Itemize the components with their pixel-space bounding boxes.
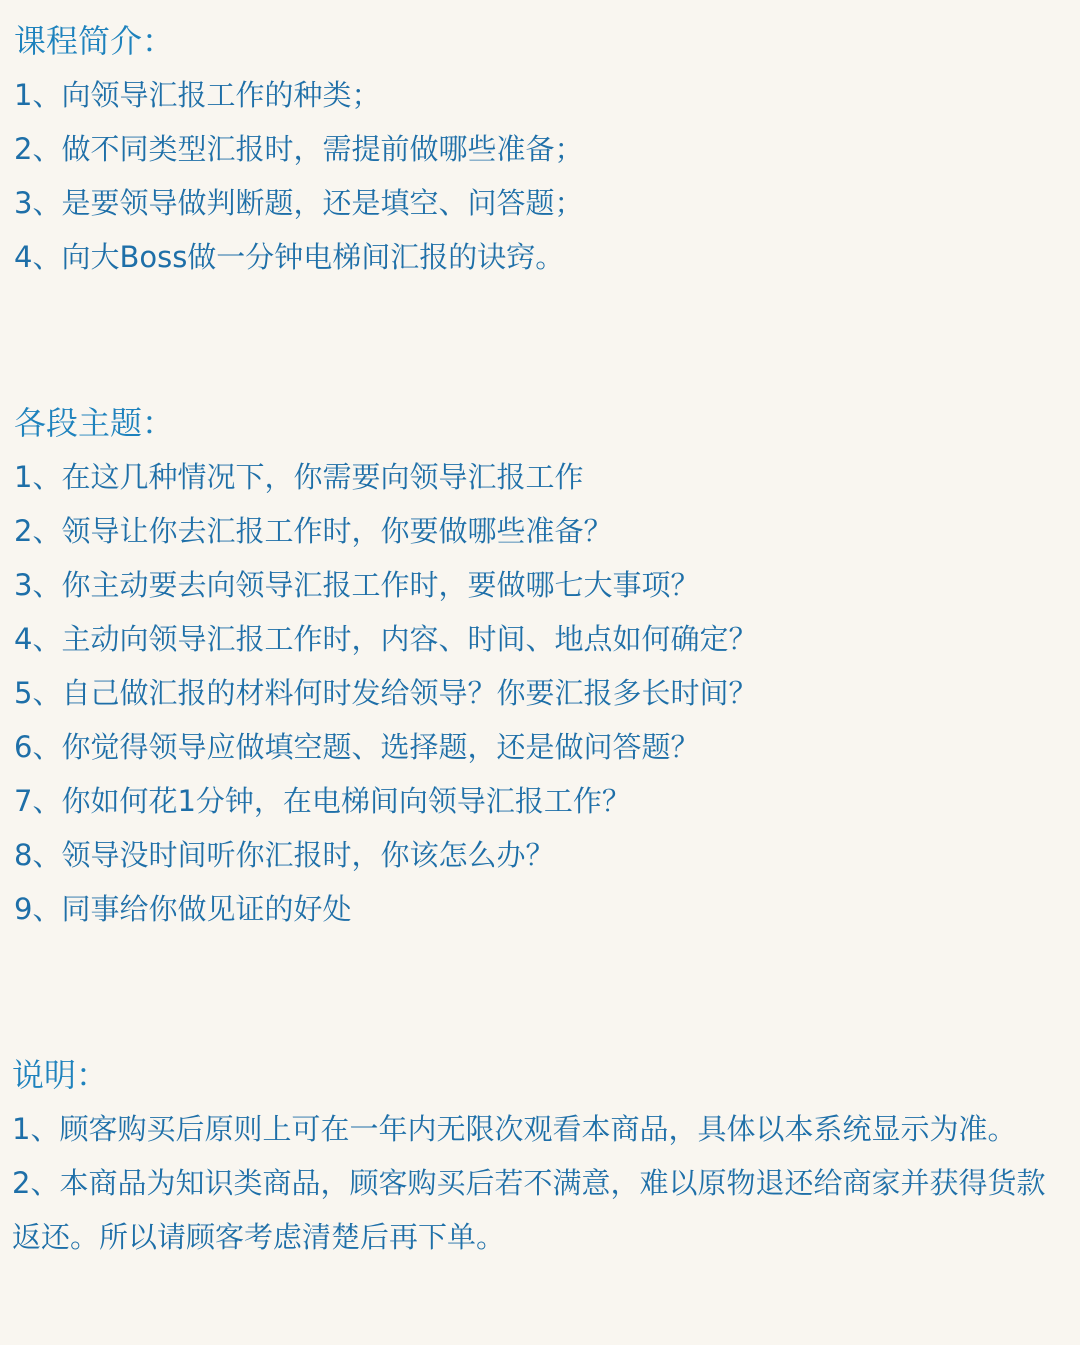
intro-item: 2、做不同类型汇报时，需提前做哪些准备； <box>14 132 584 166</box>
course-intro-heading: 课程简介： <box>14 22 175 60</box>
topic-item: 1、在这几种情况下，你需要向领导汇报工作 <box>14 460 584 494</box>
topic-item: 7、你如何花1分钟，在电梯间向领导汇报工作？ <box>14 784 631 818</box>
note-item: 2、本商品为知识类商品，顾客购买后若不满意，难以原物退还给商家并获得货款返还。所以请顾客考虑清楚后再下单。 <box>12 1166 1046 1254</box>
topic-item: 6、你觉得领导应做填空题、选择题，还是做问答题？ <box>14 730 700 764</box>
topic-item: 2、领导让你去汇报工作时，你要做哪些准备？ <box>14 514 613 548</box>
topic-item: 5、自己做汇报的材料何时发给领导？你要汇报多长时间？ <box>14 676 758 710</box>
topics-section <box>14 396 1066 936</box>
course-intro-section <box>14 14 1066 284</box>
notes-heading: 说明： <box>12 1056 109 1094</box>
topic-item: 8、领导没时间听你汇报时，你该怎么办？ <box>14 838 555 872</box>
topic-item: 4、主动向领导汇报工作时，内容、时间、地点如何确定？ <box>14 622 758 656</box>
intro-item: 4、向大Boss做一分钟电梯间汇报的诀窍。 <box>14 240 565 274</box>
topics-heading: 各段主题： <box>14 404 175 442</box>
topic-item: 9、同事给你做见证的好处 <box>14 892 352 926</box>
notes-section <box>12 1048 1068 1264</box>
topic-item: 3、你主动要去向领导汇报工作时，要做哪七大事项？ <box>14 568 700 602</box>
intro-item: 3、是要领导做判断题，还是填空、问答题； <box>14 186 584 220</box>
note-item: 1、顾客购买后原则上可在一年内无限次观看本商品，具体以本系统显示为准。 <box>12 1112 1017 1146</box>
intro-item: 1、向领导汇报工作的种类； <box>14 78 381 112</box>
